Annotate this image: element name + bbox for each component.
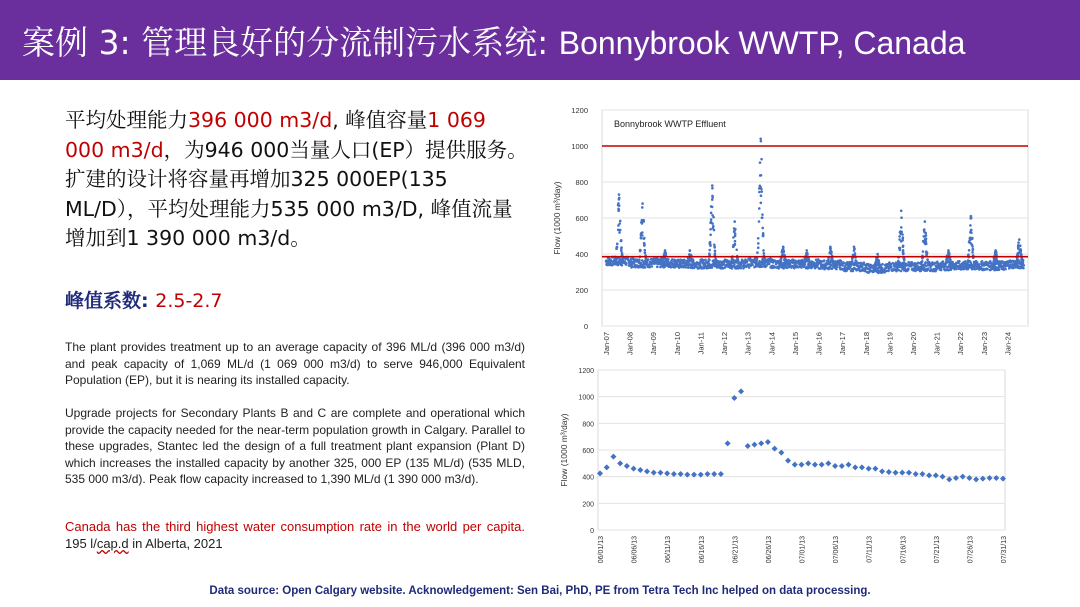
data-point (944, 263, 947, 266)
data-point (856, 264, 859, 267)
x-tick-label: Jan-11 (696, 332, 706, 355)
zh-text-2: , 峰值容量 (332, 108, 428, 132)
data-point (751, 264, 754, 267)
data-point (622, 259, 625, 262)
data-point (644, 266, 647, 269)
data-point (710, 212, 713, 215)
data-point (641, 234, 644, 237)
x-tick-label: 07/01/13 (799, 536, 807, 564)
y-tick-label: 0 (590, 528, 594, 535)
data-point (1022, 267, 1025, 270)
data-point (756, 257, 759, 260)
x-tick-label: Jan-10 (672, 332, 682, 355)
data-point (942, 260, 945, 263)
data-point (616, 243, 619, 246)
data-point (735, 248, 738, 251)
data-point (617, 202, 620, 205)
x-tick-label: Jan-18 (861, 332, 871, 355)
x-tick-label: 07/31/13 (1001, 536, 1008, 564)
x-tick-label: 06/01/13 (598, 536, 605, 564)
data-point (760, 194, 763, 197)
data-point (709, 228, 712, 231)
y-tick-label: 1000 (571, 142, 588, 151)
data-point (968, 239, 971, 242)
data-point (616, 246, 619, 249)
data-point (645, 258, 648, 261)
data-point (897, 260, 900, 263)
peak-factor-value: 2.5-2.7 (155, 290, 223, 312)
data-point (881, 263, 884, 266)
data-point (656, 266, 659, 269)
data-point (974, 263, 977, 266)
data-point (713, 245, 716, 248)
x-tick-label: Jan-21 (932, 332, 942, 355)
data-point (621, 264, 624, 267)
data-point (691, 260, 694, 263)
data-point (976, 261, 979, 264)
data-point (968, 249, 971, 252)
data-point (922, 250, 925, 253)
data-point (760, 158, 763, 161)
y-tick-label: 200 (575, 286, 588, 295)
data-point (756, 251, 759, 254)
data-point (710, 218, 713, 221)
data-point (690, 258, 693, 261)
consumption-text-a: 195 l/ (65, 536, 97, 551)
data-point (759, 185, 762, 188)
chinese-summary (65, 106, 530, 254)
data-point (782, 246, 785, 249)
data-point (949, 261, 952, 264)
data-point (973, 261, 976, 264)
data-point (683, 258, 686, 261)
x-tick-label: Jan-19 (885, 332, 895, 355)
data-point (904, 264, 907, 267)
data-point (966, 263, 969, 266)
data-point (762, 232, 765, 235)
data-point (948, 253, 951, 256)
peak-factor (65, 286, 223, 313)
data-point (760, 140, 763, 143)
page-title-zh: 案例 3: 管理良好的分流制污水系统: (22, 23, 549, 62)
data-point (732, 236, 735, 239)
english-paragraph-1: The plant provides treatment up to an average capacity of 396 ML/d (396 000 m3/d) and peak capacity of 1,069 ML/d (1 069 000 m3/d) to serve 946,000 Equivalent Population (EP), but it is nearing its installed capacity. (65, 340, 525, 387)
data-point (759, 161, 762, 164)
data-point (620, 240, 623, 243)
data-point (863, 261, 866, 264)
data-point (617, 209, 620, 212)
data-point (969, 231, 972, 234)
x-tick-label: 07/26/13 (967, 536, 975, 564)
data-point (802, 262, 805, 265)
data-point (732, 246, 735, 249)
data-point (950, 263, 953, 266)
data-point (971, 251, 974, 254)
data-point (711, 195, 714, 198)
data-point (689, 249, 692, 252)
data-point (901, 237, 904, 240)
data-point (664, 249, 667, 252)
data-point (709, 233, 712, 236)
data-point (707, 262, 710, 265)
x-tick-label: Jan-24 (1003, 332, 1013, 355)
data-point (830, 250, 833, 253)
y-axis-label: Flow (1000 m³/day) (552, 181, 562, 255)
data-point (829, 246, 832, 249)
data-point (981, 260, 984, 263)
data-point (618, 197, 621, 200)
title-banner (0, 0, 1080, 80)
data-point (853, 249, 856, 252)
data-point (730, 261, 733, 264)
data-point (711, 184, 714, 187)
x-tick-label: 06/16/13 (698, 536, 706, 564)
data-point (899, 247, 902, 250)
data-point (760, 190, 763, 193)
data-point (778, 262, 781, 265)
x-tick-label: 06/06/13 (631, 536, 639, 564)
data-point (733, 220, 736, 223)
data-point (617, 224, 620, 227)
data-point (898, 235, 901, 238)
data-point (925, 265, 928, 268)
chart-title: Bonnybrook WWTP Effluent (614, 119, 726, 129)
data-point (660, 261, 663, 264)
data-point (823, 259, 826, 262)
consumption-unit: cap.d (96, 536, 129, 551)
data-point (708, 258, 711, 261)
x-tick-label: Jan-07 (602, 332, 611, 355)
data-point (780, 258, 783, 261)
data-point (618, 193, 621, 196)
data-point (620, 246, 623, 249)
data-point (759, 174, 762, 177)
data-point (924, 220, 927, 223)
data-point (625, 262, 628, 265)
data-point (830, 252, 833, 255)
data-point (851, 260, 854, 263)
data-point (641, 231, 644, 234)
data-point (927, 264, 930, 267)
zh-text-1: 平均处理能力 (65, 108, 188, 132)
data-point (1022, 261, 1025, 264)
data-point (940, 269, 943, 272)
peak-factor-label: 峰值系数: (65, 290, 149, 312)
y-axis-label: Flow (1000 m³/day) (559, 413, 569, 487)
data-point (641, 202, 644, 205)
data-point (972, 248, 975, 251)
data-point (733, 264, 736, 267)
data-point (964, 260, 967, 263)
data-point (842, 262, 845, 265)
x-tick-label: 06/21/13 (732, 536, 740, 564)
data-point (923, 240, 926, 243)
data-point (639, 249, 642, 252)
data-point (711, 198, 714, 201)
y-tick-label: 600 (582, 448, 594, 455)
data-point (841, 264, 844, 267)
data-point (711, 187, 714, 190)
data-point (927, 267, 930, 270)
data-point (709, 243, 712, 246)
data-point (920, 263, 923, 266)
data-point (855, 260, 858, 263)
data-point (900, 216, 903, 219)
data-point (902, 251, 905, 254)
x-tick-label: Jan-12 (720, 332, 730, 355)
data-point (808, 259, 811, 262)
data-point (712, 227, 715, 230)
x-tick-label: Jan-16 (814, 332, 824, 355)
zh-text-3: ，为946 000当量人口(EP）提供服务。扩建的设计将容量再增加325 000EP(135 ML/D），平均处理能力535 000 m3/D, 峰值流量增加到1 390 000 m3/d。 (65, 137, 528, 250)
x-tick-label: Jan-22 (956, 332, 966, 355)
data-point (827, 259, 830, 262)
data-point (714, 250, 717, 253)
data-point (1004, 268, 1007, 271)
data-point (740, 267, 743, 270)
x-tick-label: 06/26/13 (765, 536, 773, 564)
data-point (786, 262, 789, 265)
data-point (644, 251, 647, 254)
data-point (992, 260, 995, 263)
data-point (768, 263, 771, 266)
data-point (926, 258, 929, 261)
consumption-fact: Canada has the third highest water consumption rate in the world per capita. (65, 519, 525, 534)
data-point (971, 237, 974, 240)
data-point (1012, 267, 1015, 270)
y-tick-label: 800 (575, 178, 588, 187)
data-point (969, 224, 972, 227)
data-point (1001, 260, 1004, 263)
x-tick-label: Jan-14 (767, 332, 777, 355)
data-point (651, 265, 654, 268)
data-point (723, 263, 726, 266)
x-tick-label: 07/16/13 (900, 536, 908, 564)
data-point (620, 250, 623, 253)
data-point (761, 213, 764, 216)
data-point (621, 252, 624, 255)
data-point (900, 226, 903, 229)
y-tick-label: 800 (582, 421, 594, 429)
data-point (734, 240, 737, 243)
data-point (685, 266, 688, 269)
data-point (994, 249, 997, 252)
x-tick-label: 07/21/13 (933, 536, 941, 564)
data-point (997, 262, 1000, 265)
data-point (641, 206, 644, 209)
data-point (762, 235, 765, 238)
data-point (875, 260, 878, 263)
x-tick-label: Jan-17 (838, 332, 848, 355)
data-point (762, 249, 765, 252)
data-point (618, 231, 621, 234)
data-point (998, 264, 1001, 267)
data-point (709, 241, 712, 244)
page-title (22, 17, 965, 64)
data-point (902, 245, 905, 248)
data-point (1020, 258, 1023, 261)
data-point (757, 242, 760, 245)
data-point (971, 243, 974, 246)
data-point (755, 260, 758, 263)
data-point (1017, 246, 1020, 249)
data-point (925, 234, 928, 237)
data-point (849, 265, 852, 268)
data-point (640, 221, 643, 224)
data-point (970, 215, 973, 218)
y-tick-label: 200 (582, 501, 594, 509)
data-point (887, 270, 890, 273)
data-point (923, 231, 926, 234)
data-point (825, 263, 828, 266)
data-point (874, 263, 877, 266)
data-point (758, 191, 761, 194)
y-tick-label: 0 (583, 322, 588, 331)
effluent-2013-chart (548, 362, 1018, 577)
data-point (758, 207, 761, 210)
data-point (1018, 238, 1021, 241)
data-point (947, 249, 950, 252)
data-point (708, 249, 711, 252)
data-point (946, 260, 949, 263)
data-point (640, 237, 643, 240)
data-point (761, 227, 764, 230)
data-point (619, 220, 622, 223)
data-point (876, 253, 879, 256)
data-point (896, 264, 899, 267)
y-tick-label: 400 (575, 250, 588, 259)
y-tick-label: 1200 (571, 106, 588, 115)
data-point (900, 210, 903, 213)
data-point (879, 266, 882, 269)
english-paragraph-2: Upgrade projects for Secondary Plants B and C are complete and operational which provide the capacity needed for the near-term population growth in Calgary. Parallel to these upgrades, Stantec led the design of a full treatment plant expansion (Plant D) which increases the installed capacity by another 325, 000 EP (135 ML/d) (535 MLD, 535 000 m3/d). Peak flow capacity increased to 1,390 ML/d (1 390 000 m3/d). (65, 406, 525, 486)
data-point (733, 230, 736, 233)
data-point (1015, 261, 1018, 264)
data-point (759, 138, 762, 141)
data-point (761, 216, 764, 219)
data-point (737, 262, 740, 265)
zh-peak-capacity: 1 069 000 m3/d (65, 108, 486, 162)
x-tick-label: Jan-13 (743, 332, 753, 355)
data-point (714, 252, 717, 255)
data-point (994, 251, 997, 254)
data-point (711, 222, 714, 225)
data-point (734, 243, 737, 246)
data-point (907, 267, 910, 270)
data-point (614, 258, 617, 261)
english-paragraph-3 (65, 518, 525, 552)
data-point (760, 188, 763, 191)
data-point (840, 260, 843, 263)
consumption-text-b: in Alberta, 2021 (128, 536, 223, 551)
x-tick-label: Jan-09 (649, 332, 659, 355)
data-point (686, 260, 689, 263)
data-point (902, 257, 905, 260)
data-point (714, 258, 717, 261)
data-point (781, 249, 784, 252)
data-point (978, 263, 981, 266)
data-point (901, 233, 904, 236)
data-point (925, 242, 928, 245)
x-tick-label: Jan-23 (979, 332, 989, 355)
y-tick-label: 1000 (578, 394, 594, 402)
data-point (662, 258, 665, 261)
data-point (643, 249, 646, 252)
data-point (648, 266, 651, 269)
data-point (998, 268, 1001, 271)
y-tick-label: 600 (575, 214, 588, 223)
data-point (763, 260, 766, 263)
data-point (760, 202, 763, 205)
data-point (715, 260, 718, 263)
data-point (757, 246, 760, 249)
data-point (900, 270, 903, 273)
x-tick-label: Jan-20 (909, 332, 919, 355)
x-tick-label: Jan-08 (625, 332, 635, 355)
data-point (1022, 264, 1025, 267)
y-tick-label: 400 (582, 474, 594, 482)
data-point (763, 252, 766, 255)
data-point (899, 230, 902, 233)
data-point (853, 246, 856, 249)
data-point (926, 251, 929, 254)
data-point (1019, 251, 1022, 254)
x-tick-label: 07/06/13 (833, 536, 841, 564)
data-point (702, 259, 705, 262)
data-point (637, 260, 640, 263)
data-source-note: Data source: Open Calgary website. Acknowledgement: Sen Bai, PhD, PE from Tetra Tech Inc helped on data processing. (209, 585, 871, 597)
data-point (1020, 253, 1023, 256)
data-point (711, 214, 714, 217)
data-point (667, 261, 670, 264)
data-point (969, 237, 972, 240)
data-point (958, 260, 961, 263)
data-point (897, 269, 900, 272)
data-point (967, 259, 970, 262)
y-tick-label: 1200 (578, 368, 594, 375)
data-point (643, 244, 646, 247)
data-point (805, 249, 808, 252)
data-point (898, 238, 901, 241)
data-point (710, 205, 713, 208)
data-point (832, 262, 835, 265)
data-point (903, 262, 906, 265)
effluent-longterm-chart (548, 100, 1038, 362)
data-point (757, 237, 760, 240)
page-title-en: Bonnybrook WWTP, Canada (558, 25, 966, 61)
data-point (890, 265, 893, 268)
data-point (1017, 241, 1020, 244)
data-point (643, 237, 646, 240)
zh-avg-capacity: 396 000 m3/d (188, 108, 333, 132)
data-point (666, 258, 669, 261)
data-point (991, 263, 994, 266)
data-point (619, 229, 622, 232)
data-point (921, 260, 924, 263)
data-point (986, 268, 989, 271)
x-tick-label: 07/11/13 (866, 536, 874, 563)
x-tick-label: Jan-15 (790, 332, 800, 355)
data-point (806, 253, 809, 256)
data-point (758, 220, 761, 223)
x-tick-label: 06/11/13 (665, 536, 673, 563)
